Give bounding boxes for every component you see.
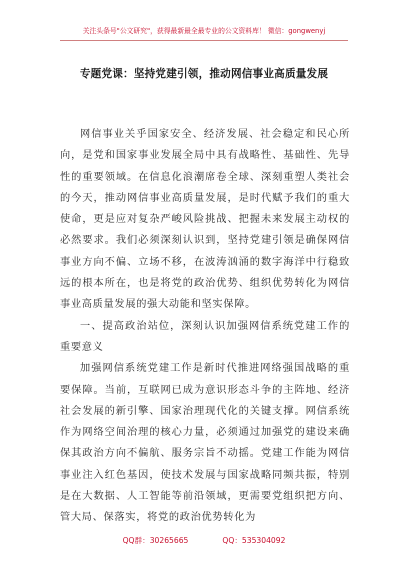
footer-contact (0, 535, 408, 546)
paragraph: 网信事业关乎国家安全、经济发展、社会稳定和民心所向，是党和国家事业发展全局中具有战略性、基础性、先导性的重要领域。在信息化浪潮席卷全球、深刻重塑人类社会的今天，推动网信事业高质量发展，是时代赋予我们的重大使命，更是应对复杂严峻风险挑战、把握未来发展主动权的必然要求。我们必须深刻认识到，坚持党建引领是确保网信事业方向不偏、立场不移，在波涛汹涌的数字海洋中行稳致远的根本所在，也是将党的政治优势、组织优势转化为网信事业高质量发展的强大动能和坚实保障。 (60, 129, 350, 311)
document-body (60, 124, 350, 529)
header-note: 关注头条号"公文研究"，获得最新最全最专业的公文资料库！ 微信：gongwenyj (82, 27, 326, 35)
paragraph: 加强网信系统党建工作是新时代推进网络强国战略的重要保障。当前，互联网已成为意识形态斗争的主阵地、经济社会发展的新引擎、国家治理现代化的关键支撑。网信系统作为网络空间治理的核心力量，必须通过加强党的建设来确保其政治方向不偏航、服务宗旨不动摇。党建工作能为网信事业注入红色基因，使技术发展与国家战略同频共振，特别是在大数据、人工智能等前沿领域，更需要党组织把方向、管大局、保落实，将党的政治优势转化为 (60, 363, 350, 524)
document-title: 专题党课：坚持党建引领，推动网信事业高质量发展 (79, 68, 329, 80)
footer-qq: QQ：535304092 (222, 536, 286, 545)
footer-qq-group: QQ群：30265665 (122, 536, 189, 545)
section-heading: 一、提高政治站位，深刻认识加强网信系统党建工作的重要意义 (60, 320, 350, 353)
header-divider (60, 40, 348, 41)
